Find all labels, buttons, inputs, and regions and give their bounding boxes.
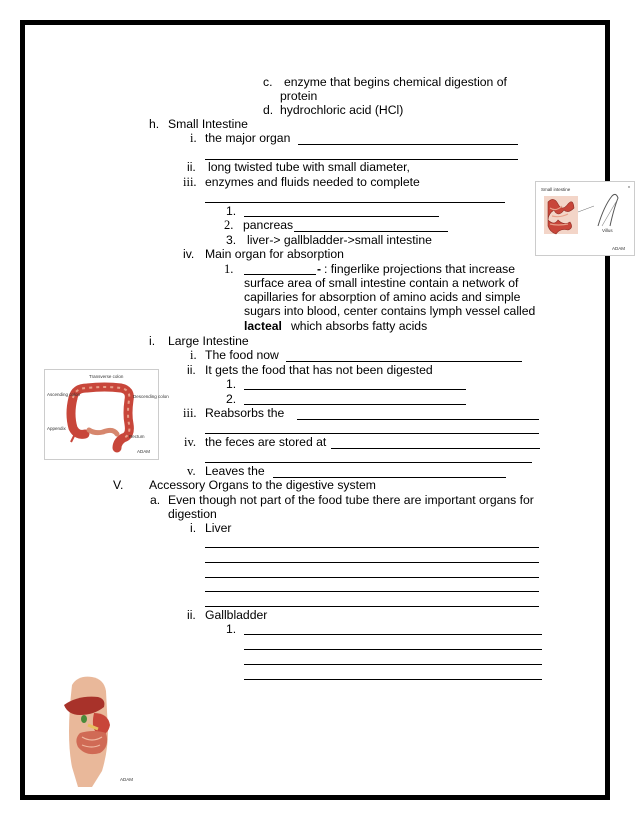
li-v-marker: v. <box>187 464 196 478</box>
small-intestine-heading: Small Intestine <box>168 117 248 131</box>
li-img-transverse: Transverse colon <box>89 374 124 379</box>
si-iii-marker: iii. <box>183 175 197 189</box>
gall-blank-3 <box>244 664 542 665</box>
villi-line-1: : fingerlike projections that increase <box>324 262 516 276</box>
li-img-rectum: Rectum <box>129 434 145 439</box>
li-sub2-blank <box>244 404 466 405</box>
small-intestine-marker: h. <box>149 117 160 131</box>
item-c-text-2: protein <box>280 89 318 103</box>
gall-sub1-marker: 1. <box>226 622 237 636</box>
li-iv-blank-2 <box>205 462 532 463</box>
liver-blank-4 <box>205 591 539 592</box>
si-img-villus: Villus <box>602 228 613 233</box>
si-i-text: the major organ <box>205 131 291 145</box>
large-intestine-heading: Large Intestine <box>168 334 249 348</box>
li-v-text: Leaves the <box>205 464 265 478</box>
si-sub3-marker: 3. <box>226 233 237 247</box>
si-sub3-text: liver-> gallbladder->small intestine <box>247 233 432 247</box>
si-sub1-marker: 1. <box>226 204 237 218</box>
si-sub1-blank <box>244 216 439 217</box>
li-iv-text: the feces are stored at <box>205 435 327 449</box>
liver-marker: i. <box>190 521 197 535</box>
item-c-marker: c. <box>263 75 273 89</box>
small-intestine-illustration <box>535 181 635 256</box>
si-iii-text: enzymes and fluids needed to complete <box>205 175 420 189</box>
li-iv-blank <box>331 448 540 449</box>
acc-a-text-2: digestion <box>168 507 217 521</box>
item-d-text: hydrochloric acid (HCl) <box>280 103 404 117</box>
si-i-blank <box>298 144 518 145</box>
li-i-marker: i. <box>190 348 197 362</box>
li-iii-marker: iii. <box>183 406 197 420</box>
section-v-heading: Accessory Organs to the digestive system <box>149 478 376 492</box>
li-img-credit: ADAM <box>137 449 151 454</box>
li-ii-text: It gets the food that has not been digested <box>205 363 433 377</box>
villi-line-2: surface area of small intestine contain a network of <box>244 276 519 290</box>
li-sub1-marker: 1. <box>226 377 237 391</box>
li-sub2-marker: 2. <box>226 392 237 406</box>
acc-a-marker: a. <box>150 493 161 507</box>
si-iii-blank <box>205 202 505 203</box>
si-sub2-marker: 2. <box>224 218 234 232</box>
li-iii-blank <box>297 419 539 420</box>
liver-blank-3 <box>205 577 539 578</box>
section-v-marker: V. <box>113 478 124 492</box>
villi-dash: - <box>317 262 322 276</box>
gall-blank-2 <box>244 649 542 650</box>
si-iv-text: Main organ for absorption <box>205 247 344 261</box>
acc-img-credit: ADAM <box>120 777 134 782</box>
liver-blank-5 <box>205 606 539 607</box>
large-intestine-illustration <box>44 369 169 460</box>
villi-marker: 1. <box>224 262 234 276</box>
large-intestine-marker: i. <box>149 334 156 348</box>
li-sub1-blank <box>244 389 466 390</box>
li-iv-marker: iv. <box>184 435 197 449</box>
villi-line-5: which absorbs fatty acids <box>291 319 428 333</box>
lacteal-term: lacteal <box>244 319 282 333</box>
gall-blank-4 <box>244 679 542 680</box>
si-sub2-blank <box>294 231 448 232</box>
li-img-ascending: Ascending colon <box>47 392 81 397</box>
li-ii-marker: ii. <box>187 363 196 377</box>
li-img-appendix: Appendix <box>47 426 66 431</box>
gallbladder-marker: ii. <box>187 608 196 622</box>
liver-blank-1 <box>205 547 539 548</box>
item-c-text: enzyme that begins chemical digestion of <box>284 75 507 89</box>
si-img-credit: ADAM <box>612 246 626 251</box>
acc-a-text: Even though not part of the food tube there are important organs for <box>168 493 534 507</box>
li-img-descending: Descending colon <box>133 394 169 399</box>
liver-blank-2 <box>205 562 539 563</box>
gall-blank-1 <box>244 634 542 635</box>
li-i-blank <box>286 361 522 362</box>
si-ii-text: long twisted tube with small diameter, <box>208 160 410 174</box>
si-ii-marker: ii. <box>187 160 196 174</box>
villi-line-3: capillaries for absorption of amino acids and simple <box>244 290 521 304</box>
si-i-marker: i. <box>190 131 197 145</box>
si-iv-marker: iv. <box>183 247 195 261</box>
gallbladder-text: Gallbladder <box>205 608 268 622</box>
si-img-title: Small intestine <box>541 187 571 192</box>
item-d-marker: d. <box>263 103 274 117</box>
li-iii-text: Reabsorbs the <box>205 406 285 420</box>
si-img-corner-mark: x <box>628 184 630 189</box>
liver-text: Liver <box>205 521 232 535</box>
si-sub2-text: pancreas <box>243 218 294 232</box>
accessory-organs-illustration <box>44 671 144 789</box>
li-i-text: The food now <box>205 348 279 362</box>
li-iii-blank-2 <box>205 433 539 434</box>
villi-line-4: sugars into blood, center contains lymph vessel called <box>244 304 536 318</box>
villi-blank <box>244 274 316 275</box>
